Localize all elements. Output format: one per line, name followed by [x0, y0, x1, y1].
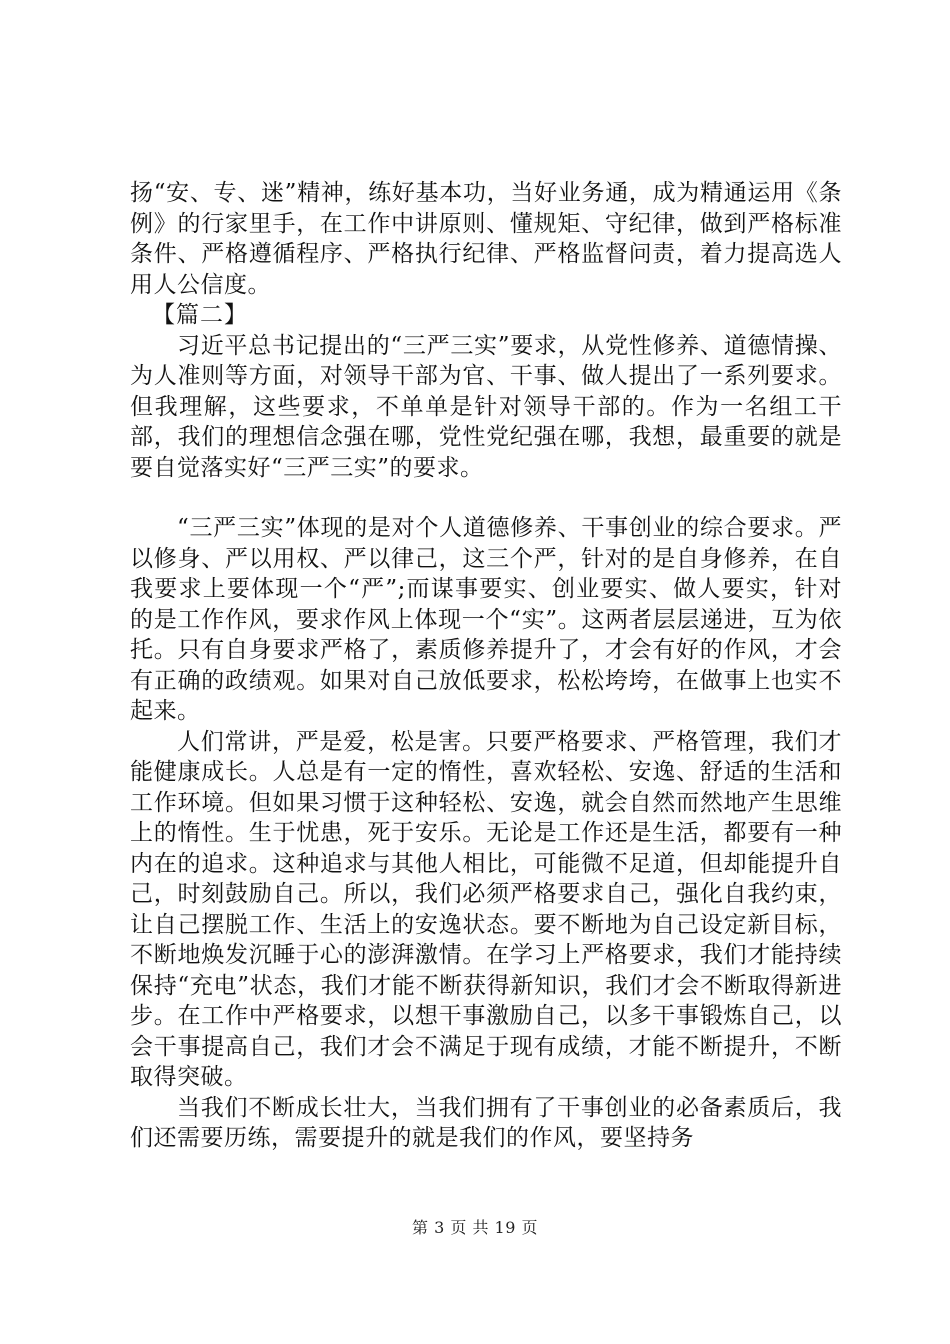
paragraph-intro: 习近平总书记提出的“三严三实”要求，从党性修养、道德情操、为人准则等方面，对领导干部为官、干事、做人提出了一系列要求。但我理解，这些要求，不单单是针对领导干部的。作为一名组工干部，我们的理想信念强在哪，党性党纪强在哪，我想，最重要的就是要自觉落实好“三严三实”的要求。: [130, 332, 842, 481]
document-body: [130, 178, 842, 1154]
paragraph-growth: 当我们不断成长壮大，当我们拥有了干事创业的必备素质后，我们还需要历练，需要提升的就是我们的作风，要坚持务: [130, 1094, 842, 1151]
paragraph-continuation: 扬“安、专、迷”精神，练好基本功，当好业务通，成为精通运用《条例》的行家里手，在工作中讲原则、懂规矩、守纪律，做到严格标准条件、严格遵循程序、严格执行纪律、严格监督问责，着力提高选人用人公信度。: [130, 180, 842, 298]
paragraph-spacer: [130, 483, 842, 513]
page-number-footer: 第 3 页 共 19 页: [412, 1218, 538, 1237]
paragraph-three-strict: “三严三实”体现的是对个人道德修养、干事创业的综合要求。严以修身、严以用权、严以律己，这三个严，针对的是自身修养，在自我要求上要体现一个“严”;而谋事要实、创业要实、做人要实，针对的是工作作风，要求作风上体现一个“实”。这两者层层递进，互为依托。只有自身要求严格了，素质修养提升了，才会有好的作风，才会有正确的政绩观。如果对自己放低要求，松松垮垮，在做事上也实不起来。: [130, 515, 842, 724]
paragraph-strict-love: 人们常讲，严是爱，松是害。只要严格要求、严格管理，我们才能健康成长。人总是有一定的惰性，喜欢轻松、安逸、舒适的生活和工作环境。但如果习惯于这种轻松、安逸，就会自然而然地产生思维上的惰性。生于忧患，死于安乐。无论是工作还是生活，都要有一种内在的追求。这种追求与其他人相比，可能微不足道，但却能提升自己，时刻鼓励自己。所以，我们必须严格要求自己，强化自我约束，让自己摆脱工作、生活上的安逸状态。要不断地为自己设定新目标，不断地焕发沉睡于心的澎湃激情。在学习上严格要求，我们才能持续保持“充电”状态，我们才能不断获得新知识，我们才会不断取得新进步。在工作中严格要求，以想干事激励自己，以多干事锻炼自己，以会干事提高自己，我们才会不满足于现有成绩，才能不断提升，不断取得突破。: [130, 728, 842, 1090]
section-heading: 【篇二】: [152, 302, 248, 328]
